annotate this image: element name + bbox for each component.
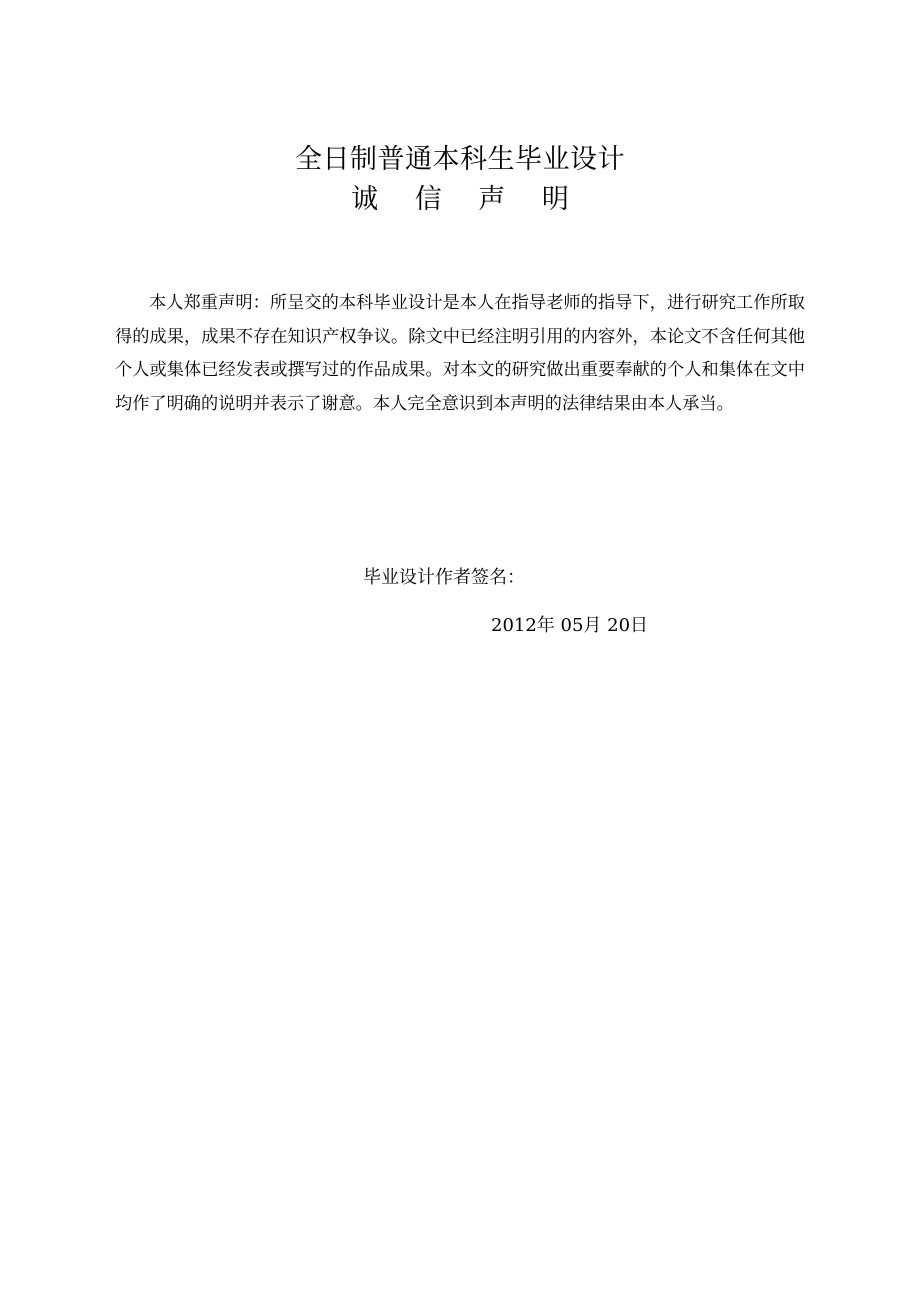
- title-block: [0, 140, 920, 220]
- integrity-statement-paragraph: 本人郑重声明：所呈交的本科毕业设计是本人在指导老师的指导下，进行研究工作所取得的成果，成果不存在知识产权争议。除文中已经注明引用的内容外，本论文不含任何其他个人或集体已经发表或撰写过的作品成果。对本文的研究做出重要奉献的个人和集体在文中均作了明确的说明并表示了谢意。本人完全意识到本声明的法律结果由本人承当。: [115, 293, 805, 414]
- document-title: 全日制普通本科生毕业设计: [295, 144, 625, 175]
- author-signature-label: 毕业设计作者签名：: [363, 567, 525, 588]
- document-subtitle: 诚 信 声 明: [351, 184, 583, 215]
- signature-date: 2012年 05月 20日: [491, 615, 649, 636]
